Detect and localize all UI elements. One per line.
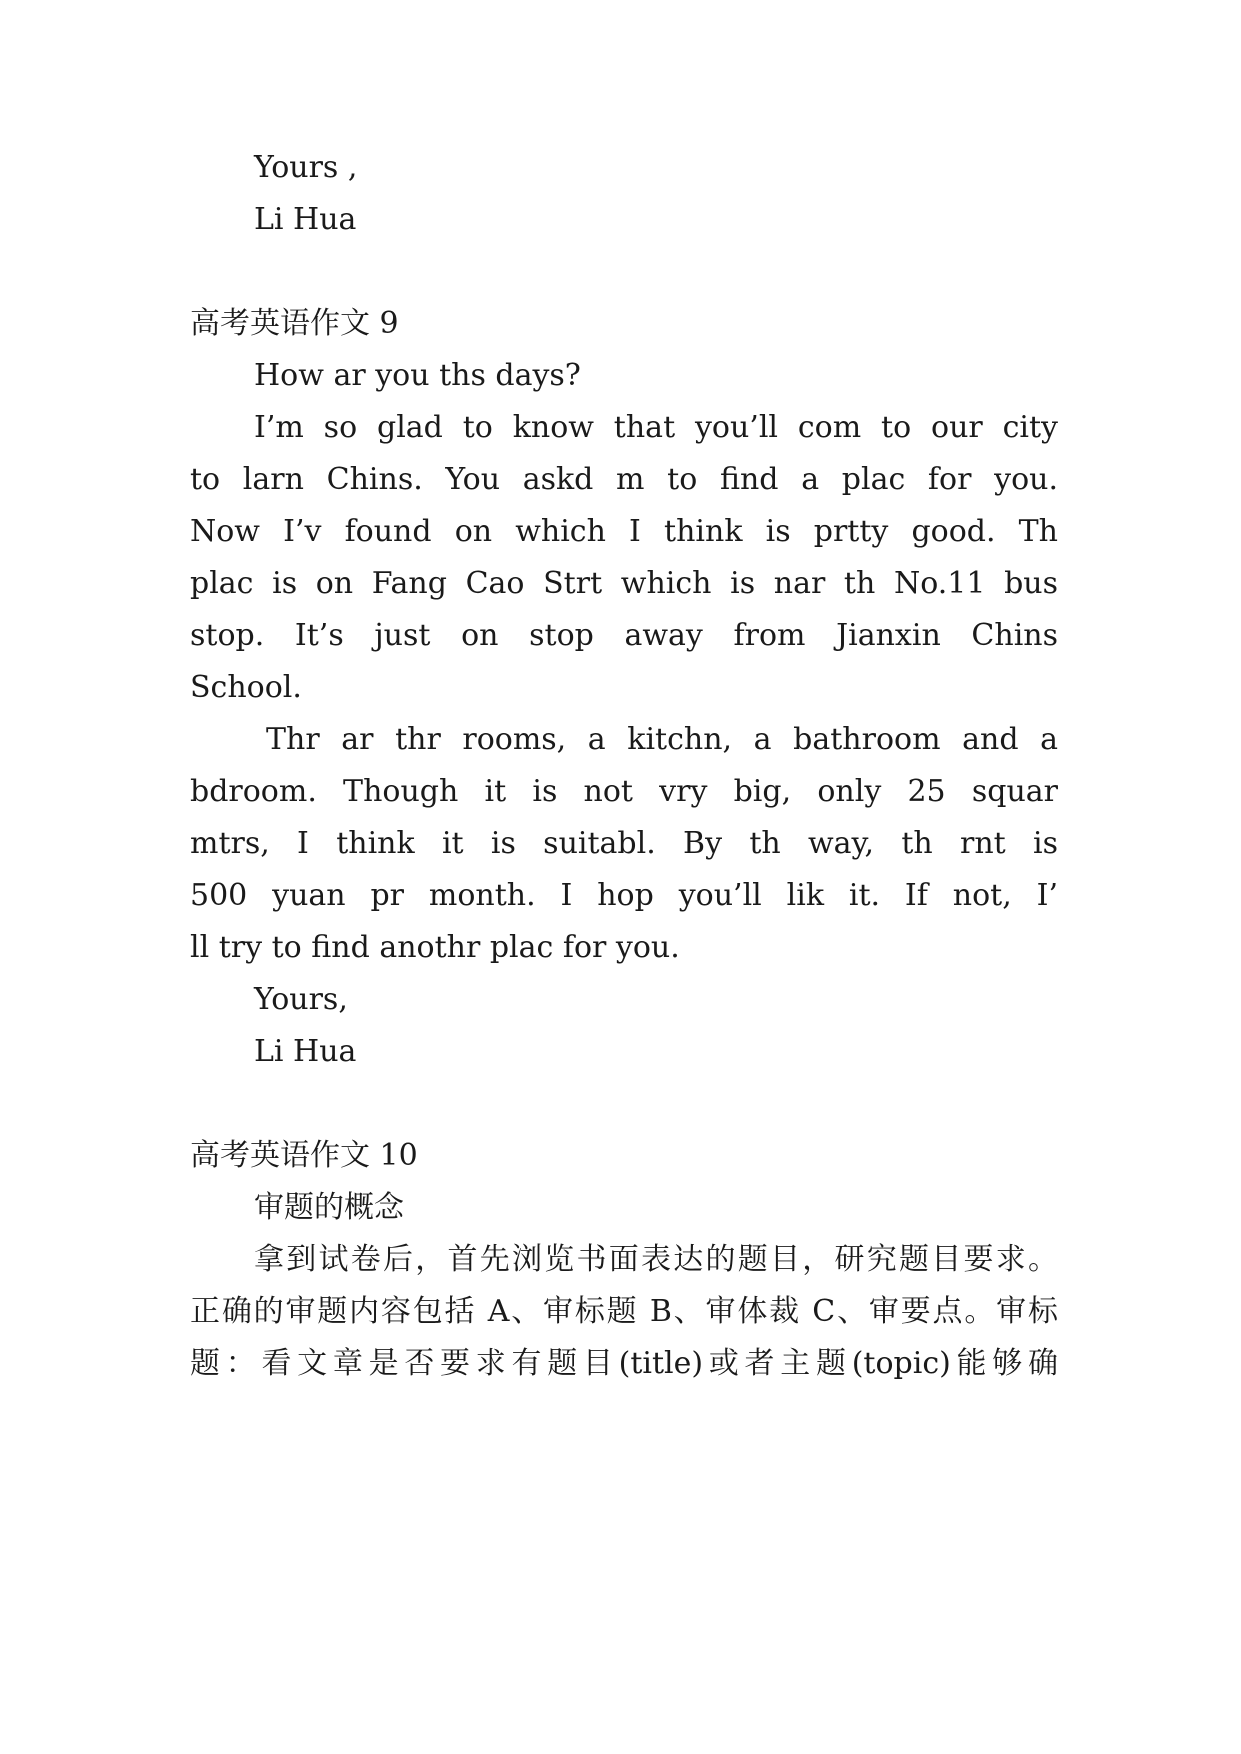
essay-9-para2-line: Thr ar thr rooms, a kitchn, a bathroom and a [266,722,1058,757]
essay-9-para1-line: stop. It’s just on stop away from Jianxin Chins [190,618,1058,653]
essay-9-para1-line: Now I’v found on which I think is prtty good. Th [190,514,1058,549]
essay-10-para-line: 题：看文章是否要求有题目(title)或者主题(topic)能够确 [190,1346,1058,1381]
essay-9-greeting: How ar you ths days? [254,358,581,393]
essay-9-para1-line: plac is on Fang Cao Strt which is nar th No.11 bus [190,566,1058,601]
essay-9-closing: Yours, [254,982,348,1017]
essay-10-heading: 高考英语作文 10 [190,1138,418,1173]
essay-10-para-line: 正确的审题内容包括 A、审标题 B、审体裁 C、审要点。审标 [190,1294,1058,1329]
essay-10-para-line: 拿到试卷后，首先浏览书面表达的题目，研究题目要求。 [254,1242,1058,1277]
essay-9-para1-line: I’m so glad to know that you’ll com to our city [254,410,1058,445]
document-page [190,0,1058,1754]
closing-signature: Li Hua [254,202,357,237]
essay-9-signature: Li Hua [254,1034,357,1069]
essay-10-subheading: 审题的概念 [254,1190,404,1225]
essay-9-para1-line: School. [190,670,302,705]
essay-9-para1-line: to larn Chins. You askd m to find a plac for you. [190,462,1058,497]
essay-9-para2-line: mtrs, I think it is suitabl. By th way, th rnt is [190,826,1058,861]
essay-9-heading: 高考英语作文 9 [190,306,399,341]
essay-9-para2-line: ll try to find anothr plac for you. [190,930,680,965]
essay-9-para2-line: 500 yuan pr month. I hop you’ll lik it. If not, I’ [190,878,1058,913]
closing-yours: Yours , [254,150,358,185]
essay-9-para2-line: bdroom. Though it is not vry big, only 25 squar [190,774,1058,809]
